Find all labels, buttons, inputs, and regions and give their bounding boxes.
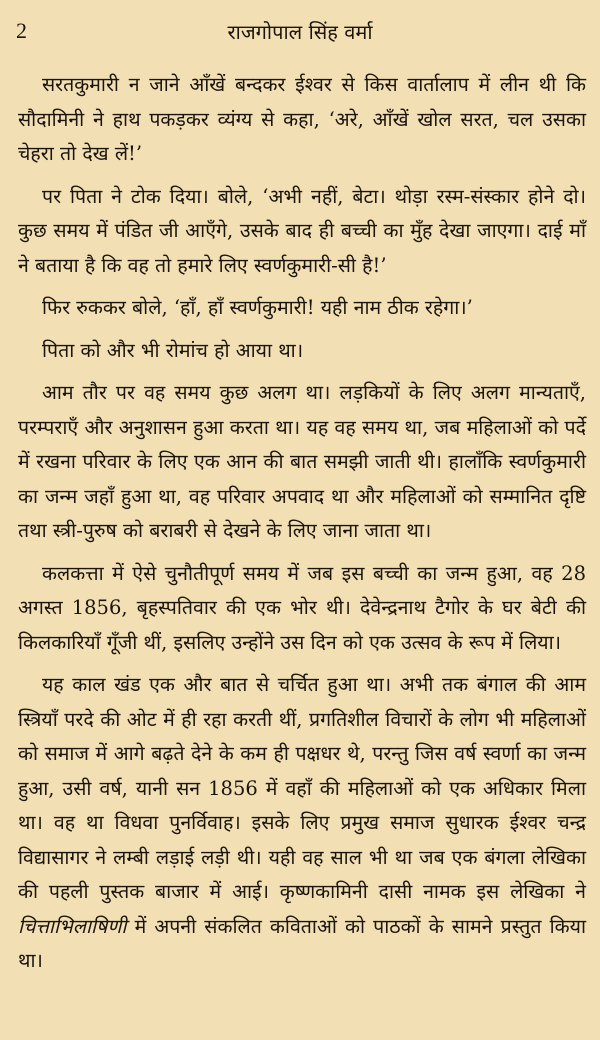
- paragraph-text: यह काल खंड एक और बात से चर्चित हुआ था। अभी तक बंगाल की आम स्त्रियाँ परदे की ओट में ही रहा करती थीं, प्रगतिशील विचारों के लोग भी महिलाओं को समाज में आगे बढ़ते देने के कम ही पक्षधर थे, परन्तु जिस वर्ष स्वर्णा का जन्म हुआ, उसी वर्ष, यानी सन 1856 में वहाँ की महिलाओं को एक अधिकार मिला था। वह था विधवा पुनर्विवाह। इसके लिए प्रमुख समाज सुधारक ईश्वर चन्द्र विद्यासागर ने लम्बी लड़ाई लड़ी थी। यही वह साल भी था जब एक बंगला लेखिका की पहली पुस्तक बाजार में आई। कृष्णकामिनी दासी नामक इस लेखिका ने: [18, 673, 586, 903]
- paragraph-text: में अपनी संकलित कविताओं को पाठकों के सामने प्रस्तुत किया था।: [18, 914, 586, 972]
- page-header: [16, 14, 584, 48]
- running-title: राजगोपाल सिंह वर्मा: [227, 20, 373, 44]
- paragraph: पर पिता ने टोक दिया। बोले, ‘अभी नहीं, बेटा। थोड़ा रस्म-संस्कार होने दो। कुछ समय में पंडित जी आएँगे, उसके बाद ही बच्ची का मुँह देखा जाएगा। दाई माँ ने बताया है कि वह तो हमारे लिए स्वर्णकुमारी-सी है!’: [18, 184, 586, 277]
- book-title: चित्ताभिलाषिणी: [18, 914, 127, 938]
- paragraph: [18, 668, 586, 979]
- body-text: [18, 68, 586, 987]
- paragraph: आम तौर पर वह समय कुछ अलग था। लड़कियों के लिए अलग मान्यताएँ, परम्पराएँ और अनुशासन हुआ करता था। यह वह समय था, जब महिलाओं को पर्दे में रखना परिवार के लिए एक आन की बात समझी जाती थी। हालाँकि स्वर्णकुमारी का जन्म जहाँ हुआ था, वह परिवार अपवाद था और महिलाओं को सम्मानित दृष्टि तथा स्त्री-पुरुष को बराबरी से देखने के लिए जाना जाता था।: [18, 381, 586, 542]
- paragraph: कलकत्ता में ऐसे चुनौतीपूर्ण समय में जब इस बच्ची का जन्म हुआ, वह 28 अगस्त 1856, बृहस्पतिवार की एक भोर थी। देवेन्द्रनाथ टैगोर के घर बेटी की किलकारियाँ गूँजी थीं, इसलिए उन्होंने उस दिन को एक उत्सव के रूप में लिया।: [18, 561, 586, 654]
- paragraph: पिता को और भी रोमांच हो आया था।: [42, 338, 304, 362]
- page-number: 2: [16, 18, 27, 43]
- paragraph: सरतकुमारी न जाने आँखें बन्दकर ईश्वर से किस वार्तालाप में लीन थी कि सौदामिनी ने हाथ पकड़कर व्यंग्य से कहा, ‘अरे, आँखें खोल सरत, चल उसका चेहरा तो देख लें!’: [18, 73, 586, 165]
- paragraph: फिर रुककर बोले, ‘हाँ, हाँ स्वर्णकुमारी! यही नाम ठीक रहेगा।’: [42, 296, 473, 319]
